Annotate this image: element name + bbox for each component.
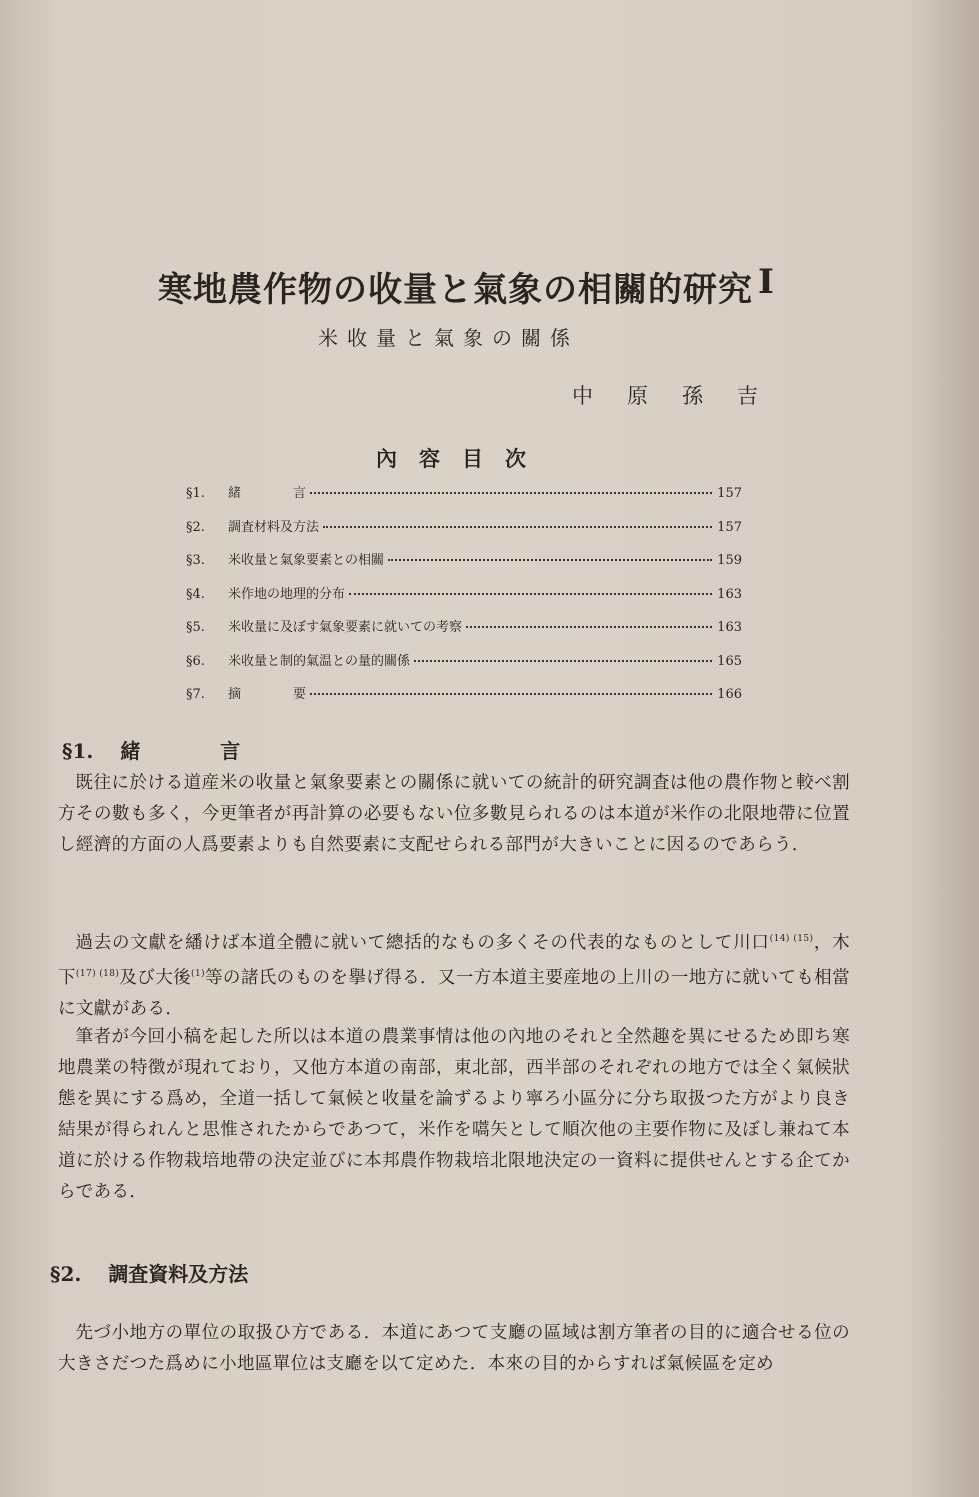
toc-item-number: §6. [186, 653, 205, 669]
toc-item-page: 157 [717, 519, 742, 535]
toc-item-page: 159 [717, 553, 742, 568]
author-name: 中原孫吉 [572, 384, 792, 408]
paragraph-text: 及び大後 [119, 967, 192, 988]
toc-item-number: §2. [186, 519, 205, 535]
toc-item [186, 650, 742, 684]
toc-leader-dots [310, 693, 712, 695]
paragraph: 先づ小地方の單位の取扱ひ方である．本道にあつて支廳の區域は割方筆者の目的に適合せる位の大きさだつた爲めに小地區單位は支廳を以て定めた．本來の目的からすれば氣候區を定め [58, 1323, 850, 1374]
citation-ref: (14) (15) [769, 934, 814, 944]
section-number: §1. [62, 739, 94, 763]
toc-leader-dots [323, 526, 712, 528]
toc-item [186, 616, 742, 650]
toc-item-number: §7. [186, 687, 205, 702]
paragraph-text: 過去の文獻を繙けば本道全體に就いて總括的なもの多くその代表的なものとして川口 [75, 932, 770, 953]
toc-item-page: 166 [717, 687, 742, 702]
toc-item [186, 516, 742, 550]
toc-item-page: 163 [717, 586, 742, 602]
citation-ref: (17) (18) [75, 968, 120, 979]
section-heading [62, 735, 240, 764]
paragraph-text: 等の諸氏のものを擧げ得る．又一方本道主要産地の上川の一地方に就いても相當に文獻がある． [58, 967, 850, 1019]
toc-item-label: 米作地の地理的分布 [228, 586, 346, 602]
table-of-contents [186, 482, 742, 717]
paragraph: 筆者が今回小稿を起した所以は本道の農業事情は他の內地のそれと全然趣を異にせるため即ち寒地農業の特徴が現れており，又他方本道の南部，東北部，西半部のそれぞれの地方では全く氣候狀態を異にする爲め，全道一括して氣候と收量を論ずるより寧ろ小區分に分ち取扱つた方がより良き結果が得られんと思惟されたからであつて，米作を嚆矢として順次他の主要作物に及ぼし兼ねて本道に於ける作物栽培地帶の決定並びに本邦農作物栽培北限地決定の一資料に提供せんとする企てからである． [58, 1027, 850, 1202]
toc-item-label: 米收量と制的氣温との量的關係 [228, 653, 411, 669]
toc-item-label: 米收量に及ぼす氣象要素に就いての考察 [228, 620, 463, 635]
toc-item [186, 482, 742, 516]
paragraph: 既往に於ける道産米の收量と氣象要素との關係に就いての統計的研究調査は他の農作物と較べ割方その數も多く，今更筆者が再計算の必要もない位多數見られるのは本道が米作の北限地帶に位置し經濟的方面の人爲要素よりも自然要素に支配せられる部門が大きいことに因るのであらう． [58, 773, 850, 855]
toc-item-label: 調査材料及方法 [228, 519, 320, 535]
section-title: 調査資料及方法 [108, 1262, 249, 1286]
toc-heading: 內容目次 [376, 446, 548, 471]
paragraph-text: ，木下 [58, 932, 850, 988]
citation-ref: (1) [191, 968, 205, 979]
page-edge-shadow [919, 0, 979, 1497]
toc-leader-dots [388, 559, 712, 561]
toc-item-number: §1. [186, 486, 205, 501]
toc-item [186, 583, 742, 617]
section-title: 緒 言 [120, 739, 241, 763]
paper-subtitle: 米收量と氣象の關係 [318, 326, 579, 350]
toc-item [186, 549, 742, 583]
toc-item [186, 683, 742, 717]
toc-item-number: §3. [186, 553, 205, 568]
paper-title-volume: I [758, 262, 775, 302]
toc-item-number: §5. [186, 620, 205, 635]
toc-item-page: 157 [717, 486, 742, 501]
section-number: §2. [50, 1262, 82, 1286]
paper-title-text: 寒地農作物の收量と氣象の相關的研究 [158, 270, 753, 310]
toc-item-label: 緒 言 [228, 486, 307, 501]
paper-title [158, 262, 798, 311]
paragraph [58, 924, 850, 1025]
toc-item-label: 米收量と氣象要素との相關 [228, 553, 385, 568]
toc-leader-dots [466, 626, 712, 628]
toc-leader-dots [349, 593, 712, 595]
toc-leader-dots [414, 660, 712, 662]
toc-item-page: 165 [717, 653, 742, 669]
toc-item-number: §4. [186, 586, 205, 602]
section-heading [50, 1258, 248, 1287]
toc-leader-dots [310, 492, 712, 494]
toc-item-label: 摘 要 [228, 687, 307, 702]
toc-item-page: 163 [717, 620, 742, 635]
